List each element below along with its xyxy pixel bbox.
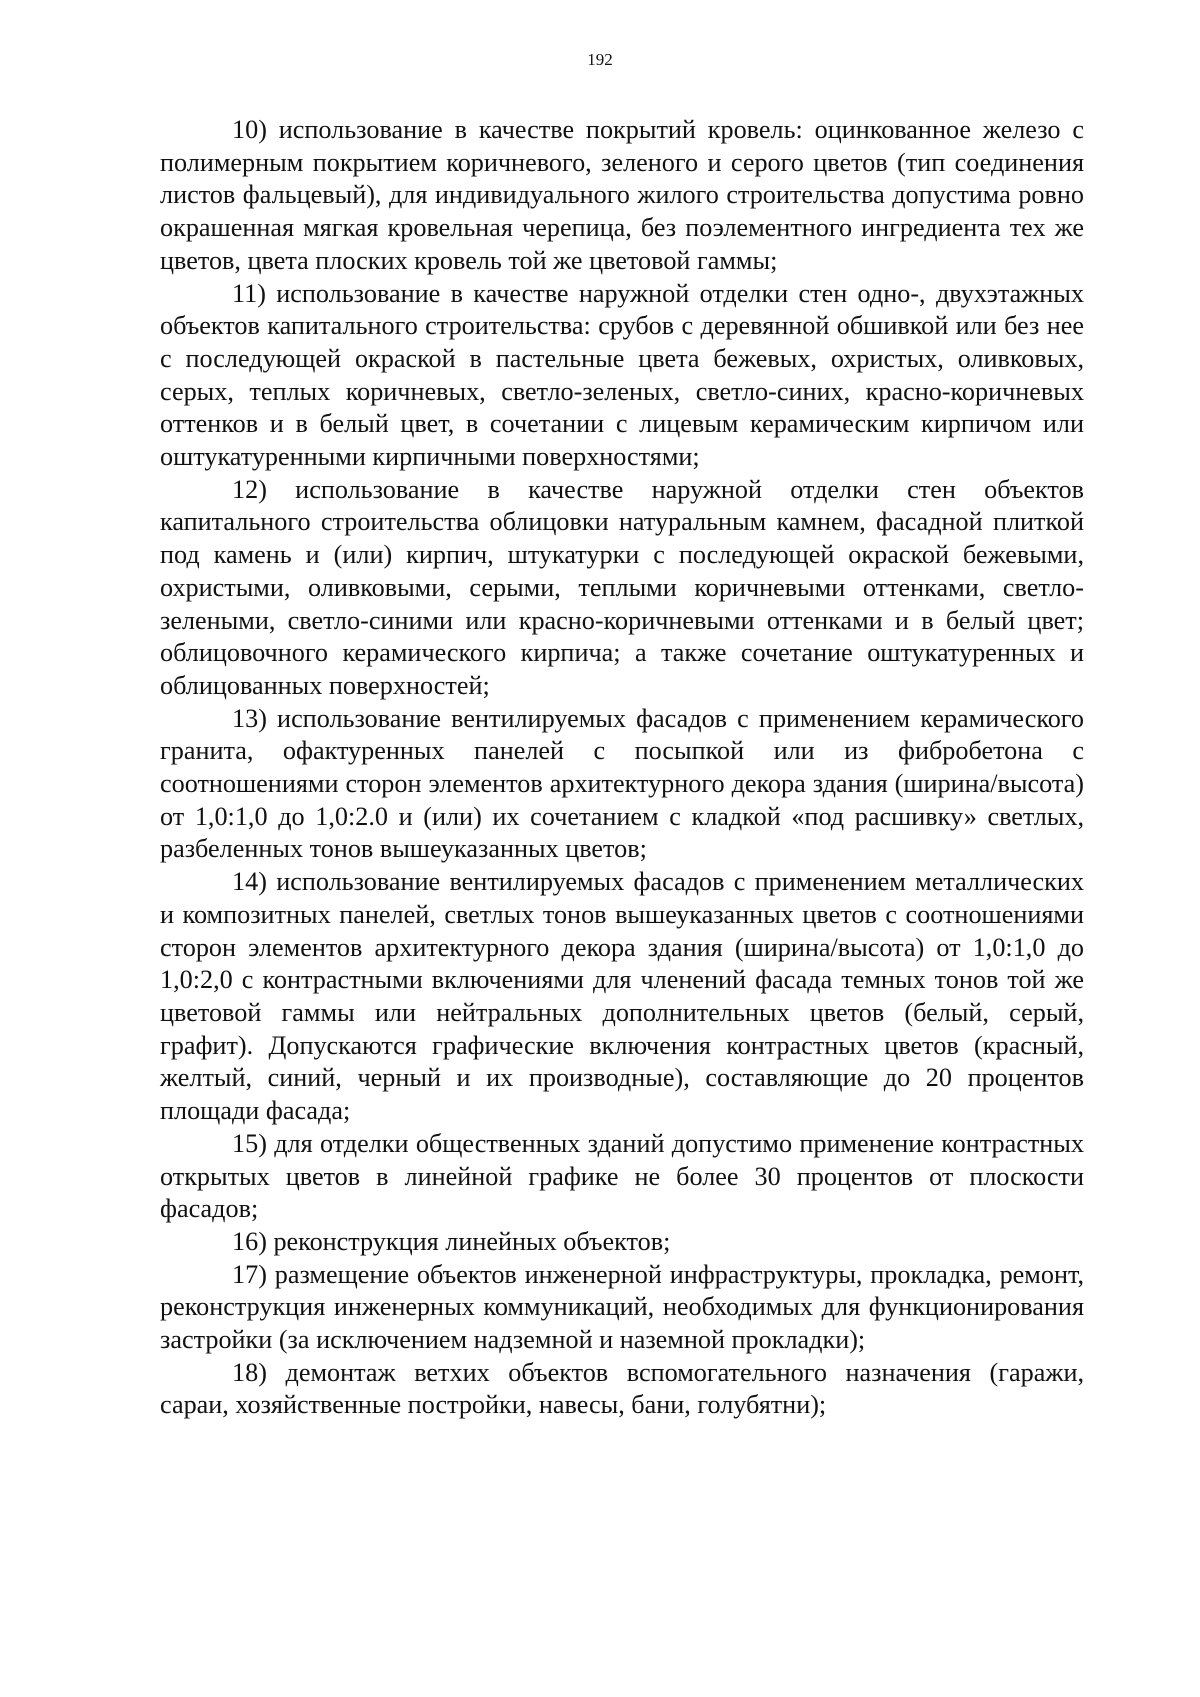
list-item-12: 12) использование в качестве наружной отделки стен объектов капитального строительства облицовки натуральным камнем, фасадной плиткой под камень и (или) кирпич, штукатурки с последующей окраской бежевыми, охристыми, оливковыми, серыми, теплыми коричневыми оттенками, светло-зелеными, светло-синими или красно-коричневыми оттенками и в белый цвет; облицовочного керамического кирпича; а также сочетание оштукатуренных и облицованных поверхностей; <box>160 474 1084 700</box>
list-item-16: 16) реконструкция линейных объектов; <box>232 1226 671 1256</box>
list-item-18: 18) демонтаж ветхих объектов вспомогательного назначения (гаражи, сараи, хозяйственные постройки, навесы, бани, голубятни); <box>160 1357 1084 1420</box>
list-item-13: 13) использование вентилируемых фасадов с применением керамического гранита, офактуренных панелей с посыпкой или из фибробетона с соотношениями сторон элементов архитектурного декора здания (ширина/высота) от 1,0:1,0 до 1,0:2.0 и (или) их сочетанием с кладкой «под расшивку» светлых, разбеленных тонов вышеуказанных цветов; <box>160 703 1084 864</box>
list-item-11: 11) использование в качестве наружной отделки стен одно-, двухэтажных объектов капитального строительства: срубов с деревянной обшивкой или без нее с последующей окраской в пастельные цвета бежевых, охристых, оливковых, серых, теплых коричневых, светло-зеленых, светло-синих, красно-коричневых оттенков и в белый цвет, в сочетании с лицевым керамическим кирпичом или оштукатуренными кирпичными поверхностями; <box>160 278 1084 472</box>
list-item-14: 14) использование вентилируемых фасадов с применением металлических и композитных панелей, светлых тонов вышеуказанных цветов с соотношениями сторон элементов архитектурного декора здания (ширина/высота) от 1,0:1,0 до 1,0:2,0 с контрастными включениями для членений фасада темных тонов той же цветовой гаммы или нейтральных дополнительных цветов (белый, серый, графит). Допускаются графические включения контрастных цветов (красный, желтый, синий, черный и их производные), составляющие до 20 процентов площади фасада; <box>160 867 1084 1126</box>
page-number: 192 <box>587 50 613 69</box>
list-item-17: 17) размещение объектов инженерной инфраструктуры, прокладка, ремонт, реконструкция инженерных коммуникаций, необходимых для функционирования застройки (за исключением надземной и наземной прокладки); <box>160 1259 1084 1355</box>
document-body <box>160 114 1084 1422</box>
list-item-10: 10) использование в качестве покрытий кровель: оцинкованное железо с полимерным покрытием коричневого, зеленого и серого цветов (тип соединения листов фальцевый), для индивидуального жилого строительства допустима ровно окрашенная мягкая кровельная черепица, без поэлементного ингредиента тех же цветов, цвета плоских кровель той же цветовой гаммы; <box>160 115 1084 275</box>
list-item-15: 15) для отделки общественных зданий допустимо применение контрастных открытых цветов в линейной графике не более 30 процентов от плоскости фасадов; <box>160 1128 1084 1224</box>
